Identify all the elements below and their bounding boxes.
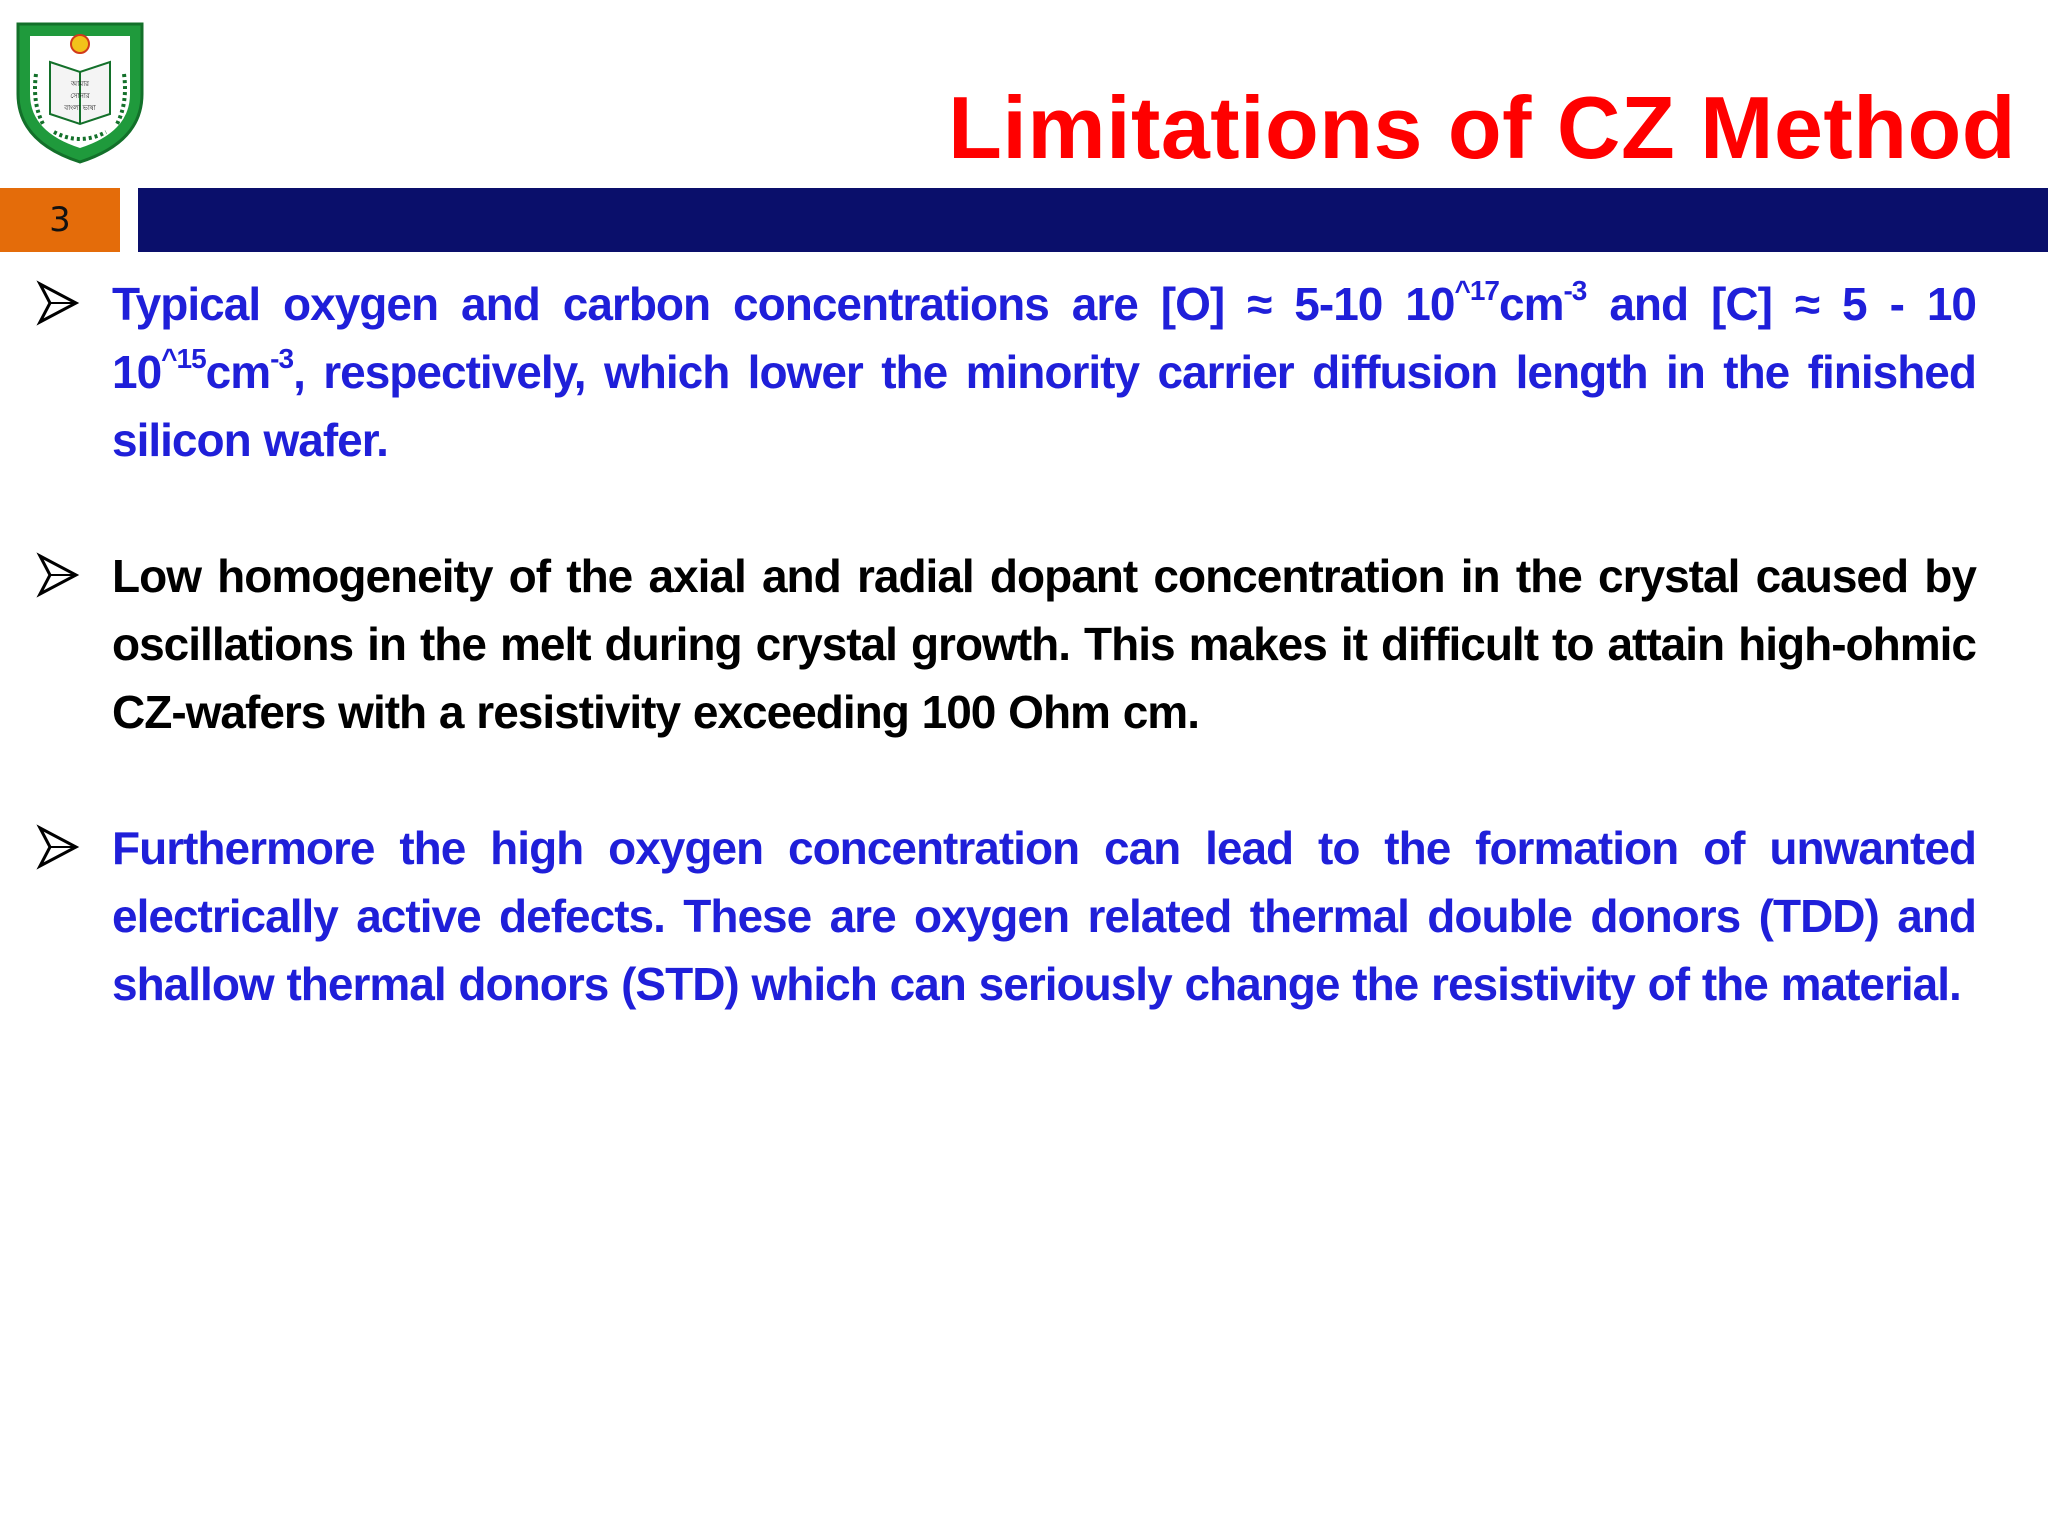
bullet-text: Low homogeneity of the axial and radial dopant concentration in the crystal caused by oscillations in the melt during crystal growth. This makes it difficult to attain high-ohmic CZ-wafers with a resistivity exceeding 100 Ohm cm. [112,550,1976,738]
bullet-item-oxygen-carbon [36,270,1976,474]
bullet-text-part: cm [205,346,271,398]
bullet-text-part: cm [1498,278,1564,330]
bullet-text-part: Typical oxygen and carbon concentrations are [O] ≈ 5-10 10 [112,278,1455,330]
superscript: ^17 [1454,275,1499,306]
university-crest-icon [10,14,150,166]
bullet-text-part: and [C] ≈ 5 - 10 10 [112,278,1976,398]
slide-number: 3 [0,188,120,252]
arrowhead-bullet-icon [36,272,80,334]
arrowhead-bullet-icon [36,544,80,606]
superscript: -3 [270,343,294,374]
crest-text-line-1: আমার [71,80,89,88]
bullet-list [36,270,1976,1086]
bullet-text [112,270,1976,474]
slide-title: Limitations of CZ Method [948,78,2016,177]
crest-text-line-3: বাংলা ভাষা [64,104,96,112]
superscript: ^15 [161,343,206,374]
bullet-item-homogeneity [36,542,1976,746]
bullet-text: Furthermore the high oxygen concentration can lead to the formation of unwanted electrically active defects. These are oxygen related thermal double donors (TDD) and shallow thermal donors (STD) which can seriously change the resistivity of the material. [112,822,1976,1010]
bullet-text-part: , respectively, which lower the minority carrier diffusion length in the finished silicon wafer. [112,346,1976,466]
bullet-item-defects [36,814,1976,1018]
superscript: -3 [1563,275,1587,306]
arrowhead-bullet-icon [36,816,80,878]
crest-text-line-2: সোনার [70,92,90,100]
header-bar [138,188,2048,252]
